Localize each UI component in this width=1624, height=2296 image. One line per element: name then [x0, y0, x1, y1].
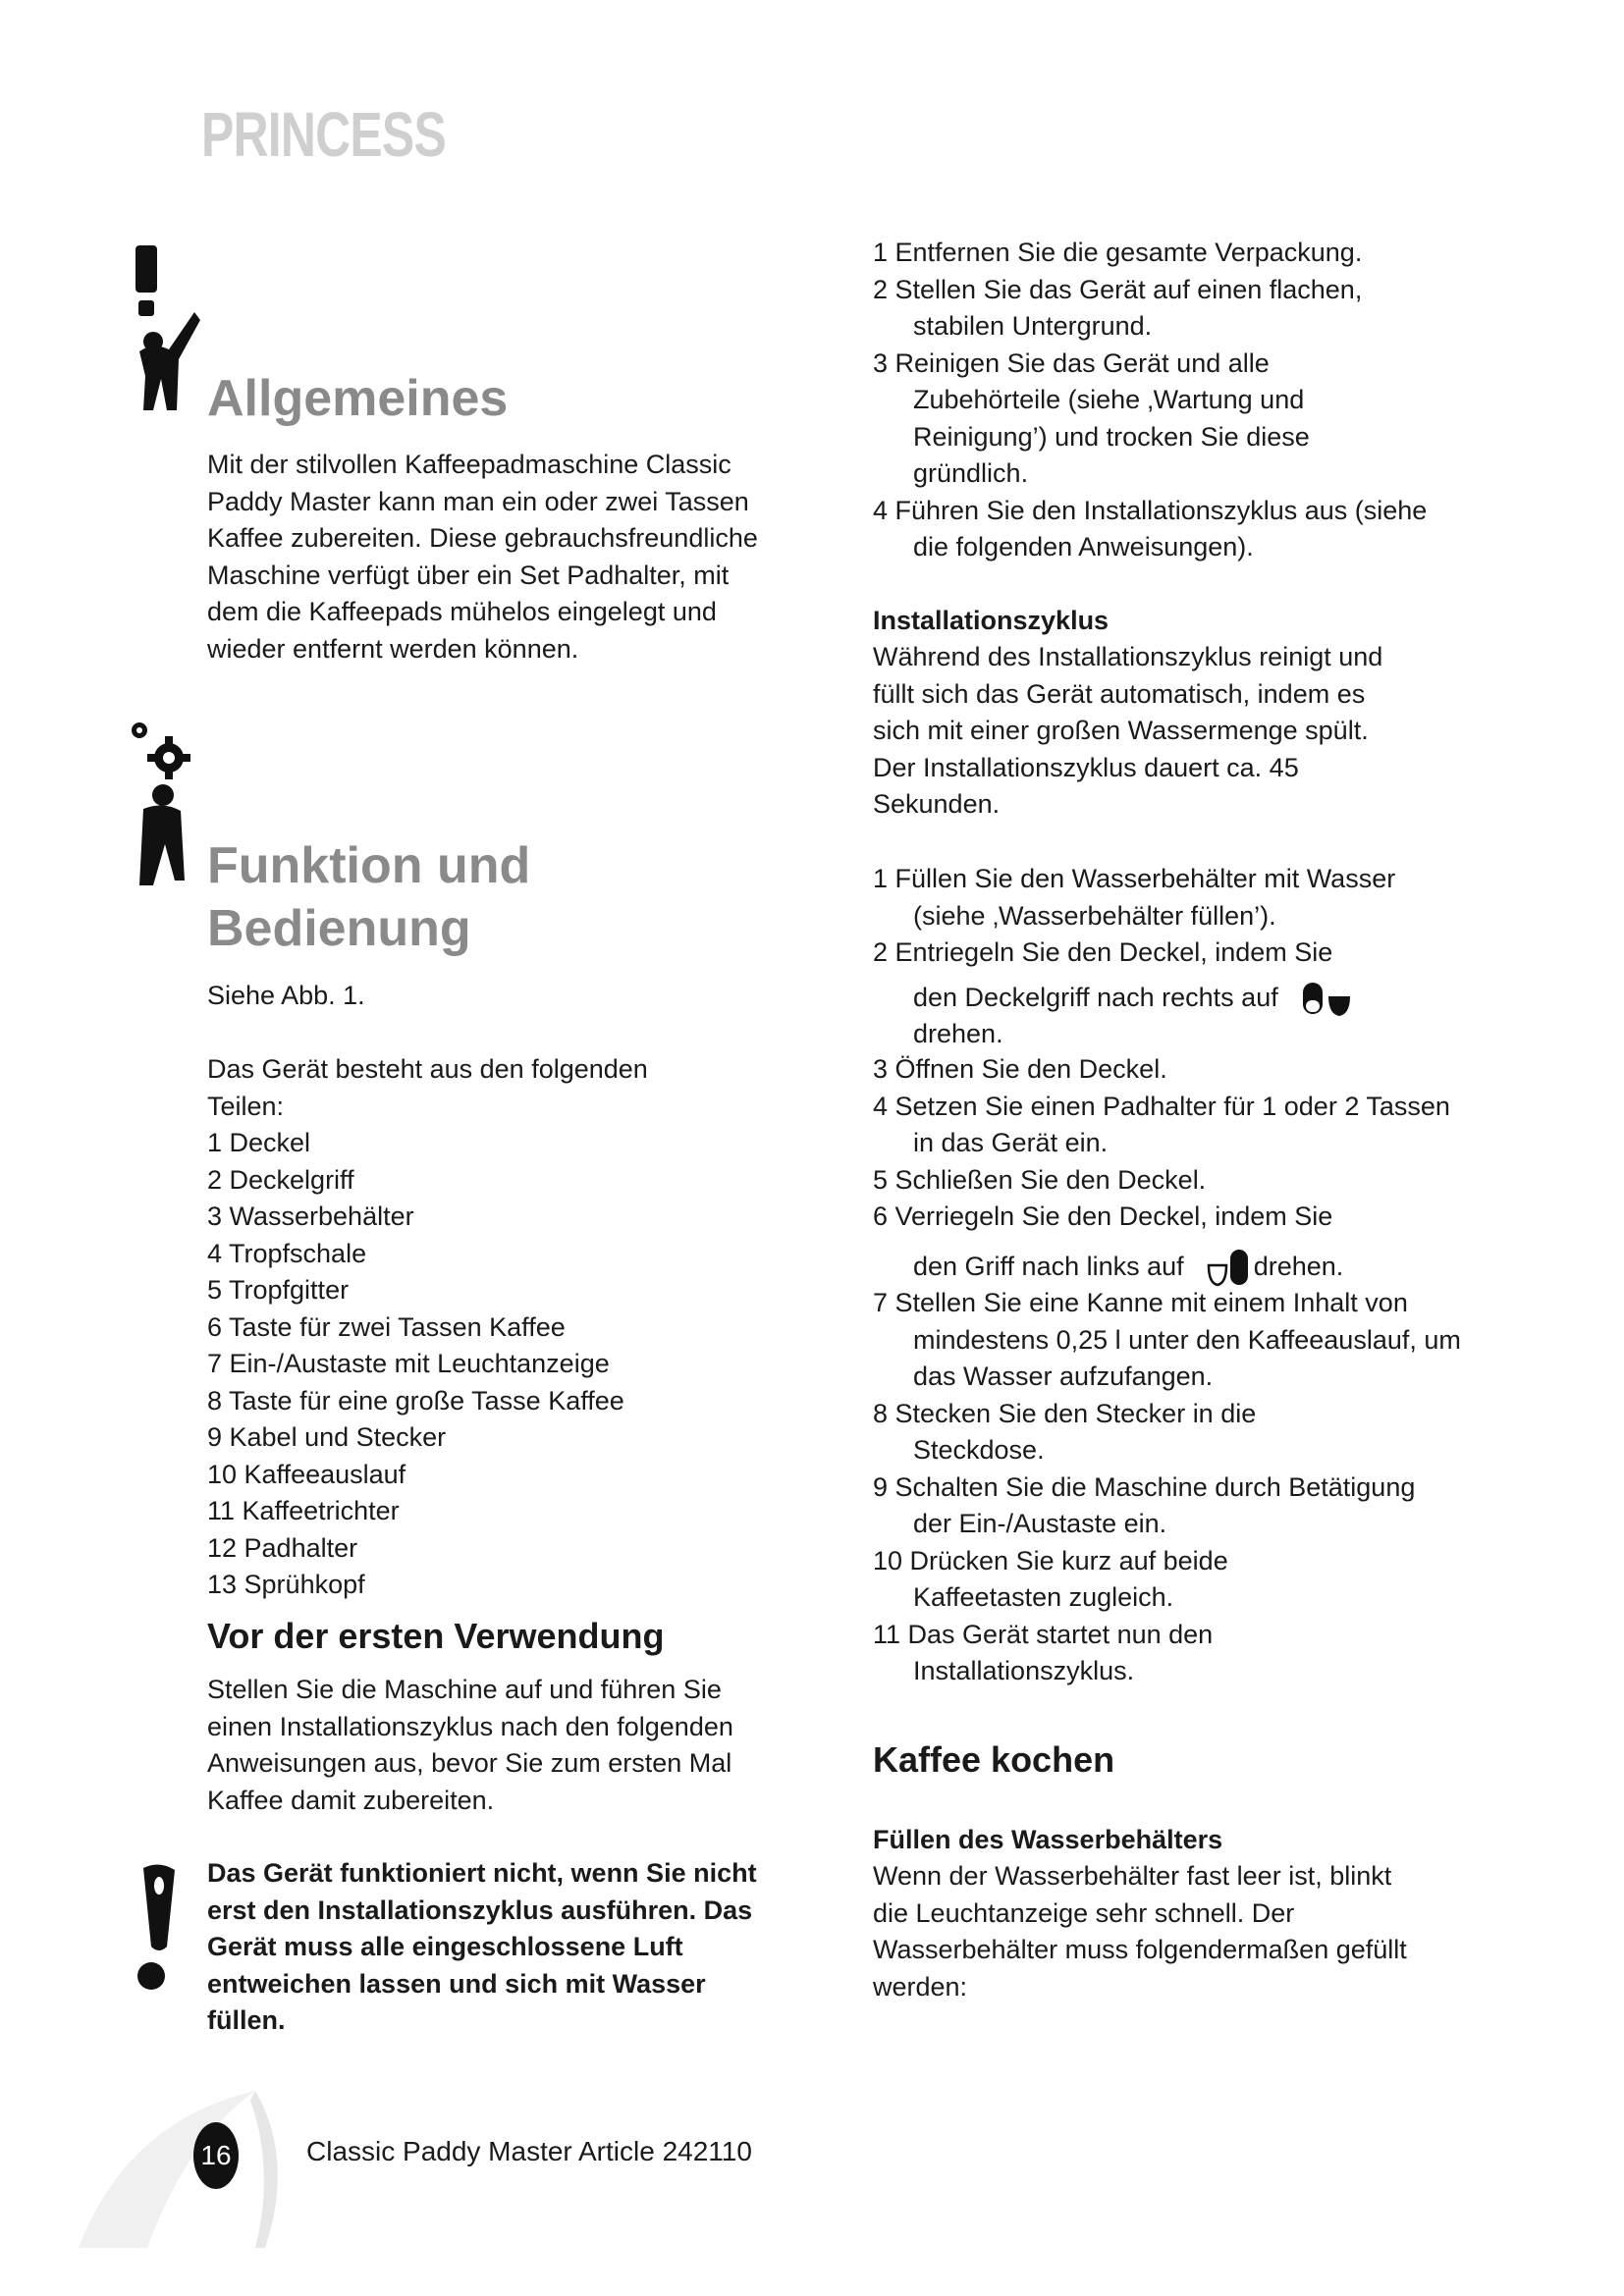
list-item: 8 Stecken Sie den Stecker in die Steckdose.	[873, 1398, 1257, 1465]
list-item: 8 Taste für eine große Tasse Kaffee	[207, 1385, 624, 1415]
install-steps-2	[873, 1051, 1452, 1236]
s2-line2	[873, 979, 1492, 1020]
list-item: 11 Kaffeetrichter	[207, 1496, 400, 1525]
list-item: 4 Tropfschale	[207, 1238, 367, 1268]
siehe-abb: Siehe Abb. 1.	[207, 981, 365, 1010]
s6-line2	[873, 1248, 1492, 1289]
list-item: 2 Entriegeln Sie den Deckel, indem Sie	[873, 937, 1333, 967]
list-item: 7 Ein-/Austaste mit Leuchtanzeige	[207, 1349, 610, 1378]
list-item: 3 Öffnen Sie den Deckel.	[873, 1054, 1167, 1084]
s2-line2-text: den Deckelgriff nach rechts auf	[913, 983, 1278, 1013]
gear-figure-icon	[126, 719, 204, 895]
parts-intro-2: Teilen:	[207, 1091, 285, 1121]
list-item: 3 Reinigen Sie das Gerät und alle Zubehörteile (siehe ‚Wartung und Reinigung’) und trocken Sie diese gründlich.	[873, 347, 1310, 488]
parts-intro: Das Gerät besteht aus den folgenden	[207, 1054, 648, 1084]
funktion-title-line-1: Funktion und	[207, 837, 531, 894]
list-item: 12 Padhalter	[207, 1532, 358, 1563]
princess-logo: PRINCESS	[201, 99, 446, 170]
list-item: 3 Wasserbehälter	[207, 1201, 414, 1231]
list-item: 1 Deckel	[207, 1128, 311, 1157]
install-text: Während des Installationszyklus reinigt und füllt sich das Gerät automatisch, indem es sich mit einer großen Wassermenge spült. Der Installationszyklus dauert ca. 45 Sekunden.	[873, 642, 1383, 819]
exclamation-figure-icon	[126, 243, 204, 420]
page-number: 16	[193, 2122, 239, 2189]
s6-line2-text: den Griff nach links auf	[913, 1252, 1184, 1282]
list-item: 5 Tropfgitter	[207, 1275, 350, 1305]
list-item: 2 Deckelgriff	[207, 1164, 354, 1195]
list-item: 6 Verriegeln Sie den Deckel, indem Sie	[873, 1201, 1333, 1231]
warning-text: Das Gerät funktioniert nicht, wenn Sie nicht erst den Installationszyklus ausführen. Das Gerät muss alle eingeschlossene Luft entweichen lassen und sich mit Wasser füllen.	[207, 1858, 757, 2035]
list-item: 4 Führen Sie den Installationszyklus aus (siehe die folgenden Anweisungen).	[873, 495, 1428, 561]
prep-steps	[873, 235, 1452, 566]
list-item: 1 Entfernen Sie die gesamte Verpackung.	[873, 238, 1363, 267]
vor-title: Vor der ersten Verwendung	[207, 1616, 665, 1656]
parts-list	[207, 1125, 786, 1604]
footer-swoosh-icon	[69, 2081, 285, 2258]
kaffee-title: Kaffee kochen	[873, 1739, 1115, 1780]
list-item: 13 Sprühkopf	[207, 1570, 365, 1599]
s2-line3: drehen.	[913, 1019, 1003, 1048]
list-item: 10 Drücken Sie kurz auf beide Kaffeetasten zugleich.	[873, 1545, 1228, 1612]
parts-section	[207, 1051, 786, 1604]
lock-dial-icon	[1207, 1248, 1252, 1289]
allgemeines-title: Allgemeines	[207, 370, 509, 427]
footer-text: Classic Paddy Master Article 242110	[306, 2136, 752, 2166]
list-item: 2 Stellen Sie das Gerät auf einen flachen, stabilen Untergrund.	[873, 274, 1363, 341]
allgemeines-text: Mit der stilvollen Kaffeepadmaschine Classic Paddy Master kann man ein oder zwei Tassen Kaffee zubereiten. Diese gebrauchsfreundliche Maschine verfügt über ein Set Padhalter, mit dem die Kaffeepads mühelos eingelegt und wieder entfernt werden können.	[207, 450, 758, 664]
install-steps-3	[873, 1285, 1461, 1690]
list-item: 1 Füllen Sie den Wasserbehälter mit Wasser (siehe ‚Wasserbehälter füllen’).	[873, 864, 1396, 931]
funktion-title-line-2: Bedienung	[207, 900, 471, 957]
list-item: 5 Schließen Sie den Deckel.	[873, 1164, 1207, 1195]
list-item: 7 Stellen Sie eine Kanne mit einem Inhalt von mindestens 0,25 l unter den Kaffeeauslauf, um das Wasser aufzufangen.	[873, 1288, 1461, 1391]
list-item: 4 Setzen Sie einen Padhalter für 1 oder 2 Tassen in das Gerät ein.	[873, 1091, 1450, 1157]
list-item: 6 Taste für zwei Tassen Kaffee	[207, 1311, 566, 1342]
list-item: 11 Das Gerät startet nun den Installationszyklus.	[873, 1619, 1214, 1685]
list-item: 9 Kabel und Stecker	[207, 1422, 447, 1452]
unlock-dial-icon	[1299, 979, 1358, 1020]
fuellen-title: Füllen des Wasserbehälters	[873, 1825, 1223, 1854]
install-title: Installationszyklus	[873, 606, 1110, 635]
list-item: 10 Kaffeeauslauf	[207, 1459, 406, 1489]
install-steps	[873, 861, 1452, 972]
warning-icon	[126, 1860, 194, 1998]
s6-line2-end: drehen.	[1253, 1252, 1344, 1282]
list-item: 9 Schalten Sie die Maschine durch Betätigung der Ein-/Austaste ein.	[873, 1471, 1416, 1538]
vor-text: Stellen Sie die Maschine auf und führen Sie einen Installationszyklus nach den folgenden Anweisungen aus, bevor Sie zum ersten Mal Kaffee damit zubereiten.	[207, 1675, 733, 1815]
funktion-title	[207, 834, 786, 960]
fuellen-text: Wenn der Wasserbehälter fast leer ist, blinkt die Leuchtanzeige sehr schnell. Der Wasserbehälter muss folgendermaßen gefüllt werden:	[873, 1861, 1407, 2002]
